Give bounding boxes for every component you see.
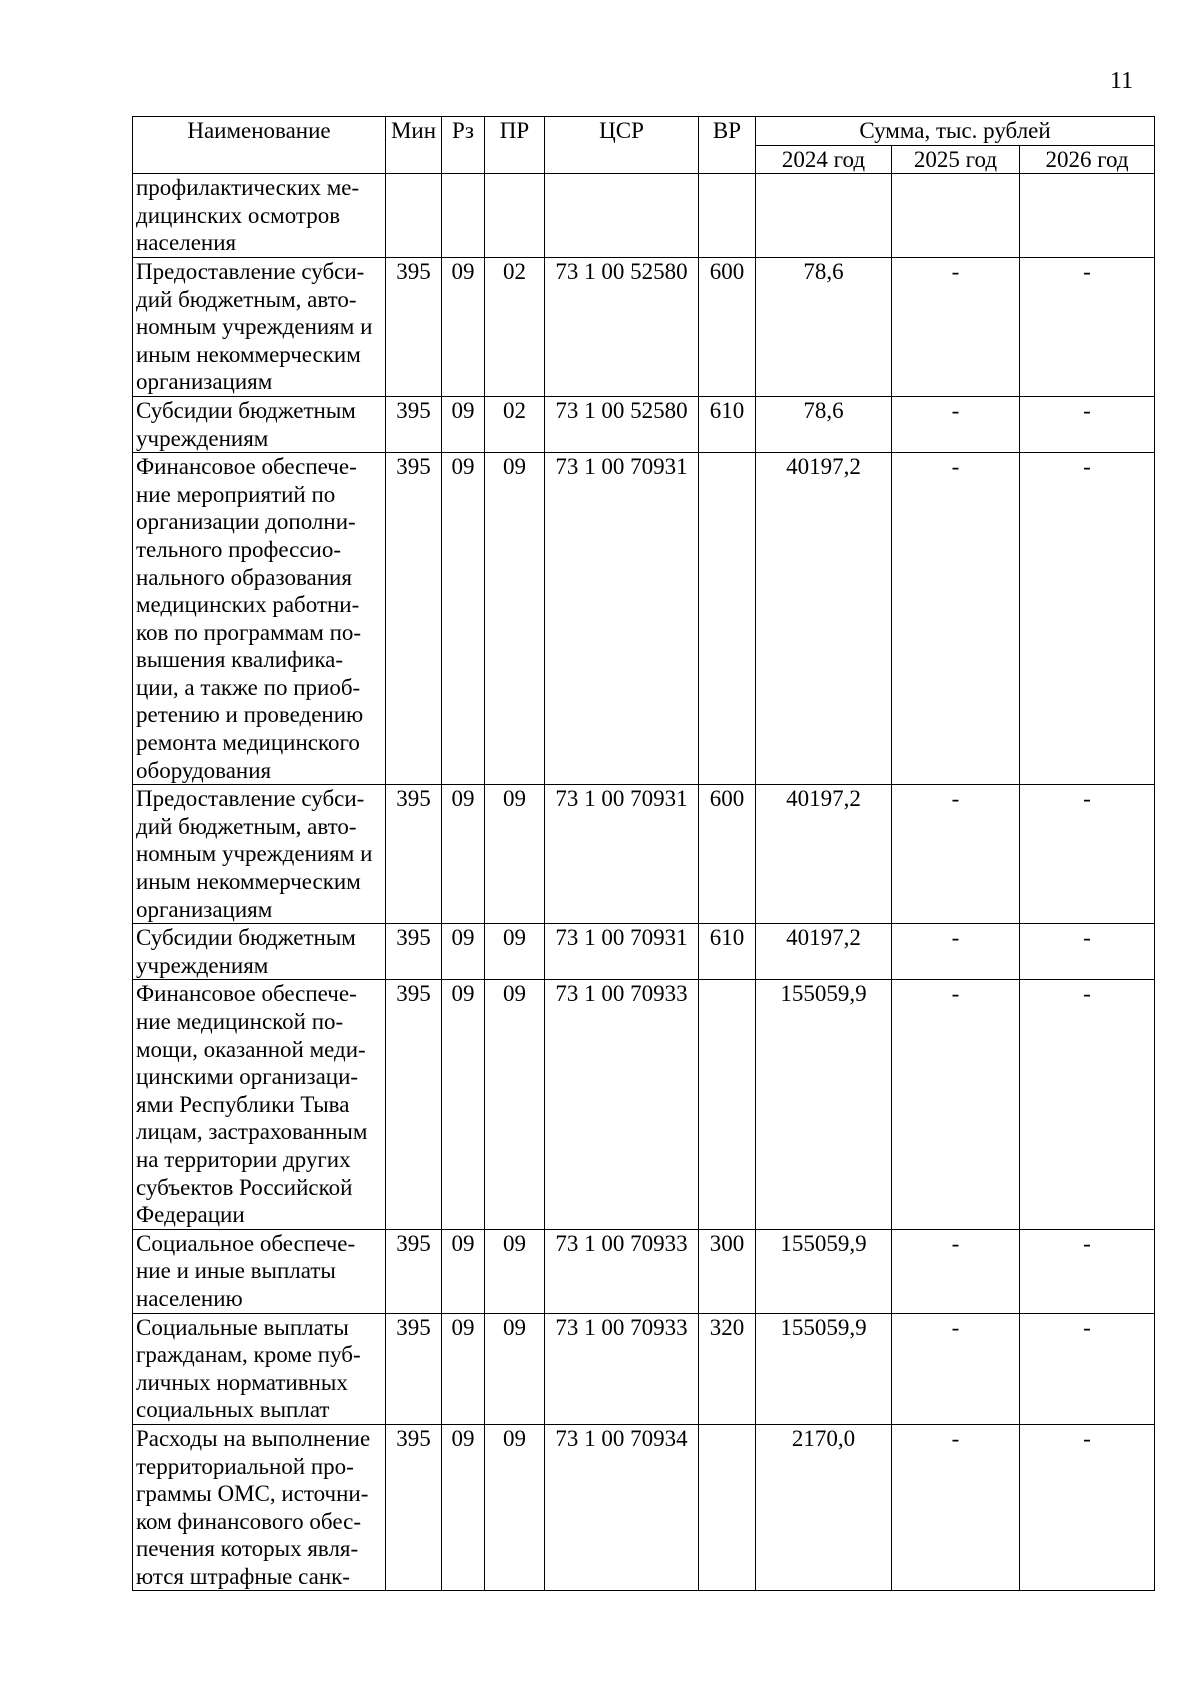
- row-amount-2024: 155059,9: [756, 1313, 892, 1424]
- row-pr: 09: [485, 785, 545, 924]
- row-csr: 73 1 00 52580: [545, 396, 699, 452]
- row-csr: 73 1 00 70933: [545, 1313, 699, 1424]
- row-min: 395: [386, 257, 442, 396]
- row-amount-2025: [892, 174, 1020, 258]
- row-amount-2026: -: [1020, 785, 1155, 924]
- row-vr: [699, 980, 756, 1229]
- row-csr: 73 1 00 52580: [545, 257, 699, 396]
- row-min: 395: [386, 396, 442, 452]
- row-name: профилактических ме- дицинских осмотров населения: [133, 174, 386, 258]
- table-body: [133, 174, 1155, 1591]
- row-amount-2024: 40197,2: [756, 924, 892, 980]
- row-min: 395: [386, 924, 442, 980]
- row-min: [386, 174, 442, 258]
- table-row: [133, 785, 1155, 924]
- row-csr: 73 1 00 70931: [545, 785, 699, 924]
- header-rz: Рз: [442, 117, 485, 174]
- row-vr: [699, 174, 756, 258]
- row-amount-2025: -: [892, 1229, 1020, 1313]
- row-rz: 09: [442, 924, 485, 980]
- header-year-2026: 2026 год: [1020, 145, 1155, 174]
- row-csr: 73 1 00 70931: [545, 924, 699, 980]
- row-amount-2025: -: [892, 924, 1020, 980]
- row-csr: 73 1 00 70933: [545, 980, 699, 1229]
- row-rz: 09: [442, 1424, 485, 1591]
- row-amount-2025: -: [892, 396, 1020, 452]
- row-pr: 09: [485, 453, 545, 785]
- row-amount-2026: [1020, 174, 1155, 258]
- row-rz: 09: [442, 1229, 485, 1313]
- table-row: [133, 453, 1155, 785]
- row-amount-2025: -: [892, 785, 1020, 924]
- row-pr: 09: [485, 924, 545, 980]
- row-pr: 02: [485, 257, 545, 396]
- row-amount-2026: -: [1020, 453, 1155, 785]
- row-amount-2026: -: [1020, 1424, 1155, 1591]
- row-min: 395: [386, 980, 442, 1229]
- row-rz: 09: [442, 396, 485, 452]
- row-amount-2025: -: [892, 453, 1020, 785]
- header-sum: Сумма, тыс. рублей: [756, 117, 1155, 146]
- budget-table: [132, 116, 1155, 1591]
- row-vr: 600: [699, 257, 756, 396]
- row-amount-2026: -: [1020, 257, 1155, 396]
- table-row: [133, 980, 1155, 1229]
- row-amount-2026: -: [1020, 924, 1155, 980]
- table-row: [133, 1313, 1155, 1424]
- row-amount-2024: 155059,9: [756, 1229, 892, 1313]
- row-amount-2025: -: [892, 1424, 1020, 1591]
- table-row: [133, 1424, 1155, 1591]
- row-name: Предоставление субси- дий бюджетным, авто- номным учреждениям и иным некоммерческим организациям: [133, 257, 386, 396]
- row-rz: [442, 174, 485, 258]
- table-row: [133, 396, 1155, 452]
- row-amount-2024: 78,6: [756, 257, 892, 396]
- table-row: [133, 257, 1155, 396]
- row-amount-2026: -: [1020, 1313, 1155, 1424]
- header-year-2025: 2025 год: [892, 145, 1020, 174]
- row-rz: 09: [442, 257, 485, 396]
- row-amount-2025: -: [892, 980, 1020, 1229]
- row-name: Предоставление субси- дий бюджетным, авто- номным учреждениям и иным некоммерческим организациям: [133, 785, 386, 924]
- row-vr: 610: [699, 924, 756, 980]
- row-csr: 73 1 00 70933: [545, 1229, 699, 1313]
- row-min: 395: [386, 453, 442, 785]
- row-amount-2025: -: [892, 1313, 1020, 1424]
- header-year-2024: 2024 год: [756, 145, 892, 174]
- row-name: Социальные выплаты гражданам, кроме пуб- личных нормативных социальных выплат: [133, 1313, 386, 1424]
- row-pr: 02: [485, 396, 545, 452]
- row-amount-2026: -: [1020, 1229, 1155, 1313]
- header-csr: ЦСР: [545, 117, 699, 174]
- row-csr: 73 1 00 70931: [545, 453, 699, 785]
- header-name: Наименование: [133, 117, 386, 174]
- table-row: [133, 1229, 1155, 1313]
- row-rz: 09: [442, 453, 485, 785]
- row-vr: 610: [699, 396, 756, 452]
- row-name: Социальное обеспече- ние и иные выплаты населению: [133, 1229, 386, 1313]
- table-row: [133, 924, 1155, 980]
- header-pr: ПР: [485, 117, 545, 174]
- row-csr: 73 1 00 70934: [545, 1424, 699, 1591]
- row-pr: 09: [485, 980, 545, 1229]
- row-rz: 09: [442, 980, 485, 1229]
- row-min: 395: [386, 1424, 442, 1591]
- header-row: [133, 117, 1155, 146]
- row-vr: 320: [699, 1313, 756, 1424]
- row-pr: [485, 174, 545, 258]
- row-rz: 09: [442, 1313, 485, 1424]
- row-vr: 300: [699, 1229, 756, 1313]
- row-name: Расходы на выполнение территориальной про- граммы ОМС, источни- ком финансового обес- печения которых явля- ются штрафные санк-: [133, 1424, 386, 1591]
- row-vr: 600: [699, 785, 756, 924]
- table-row: [133, 174, 1155, 258]
- row-csr: [545, 174, 699, 258]
- header-vr: ВР: [699, 117, 756, 174]
- row-name: Финансовое обеспече- ние мероприятий по организации дополни- тельного профессио- нального образования медицинских работни- ков по программам по- вышения квалифика- ции, а также по приоб- ретению и проведению ремонта медицинского оборудования: [133, 453, 386, 785]
- row-amount-2024: 40197,2: [756, 453, 892, 785]
- row-pr: 09: [485, 1313, 545, 1424]
- row-amount-2024: 155059,9: [756, 980, 892, 1229]
- row-min: 395: [386, 1229, 442, 1313]
- row-name: Финансовое обеспече- ние медицинской по- мощи, оказанной меди- цинскими организаци- ями Республики Тыва лицам, застрахованным на территории других субъектов Российской Федерации: [133, 980, 386, 1229]
- row-rz: 09: [442, 785, 485, 924]
- row-name: Субсидии бюджетным учреждениям: [133, 396, 386, 452]
- row-name: Субсидии бюджетным учреждениям: [133, 924, 386, 980]
- row-amount-2026: -: [1020, 396, 1155, 452]
- row-min: 395: [386, 1313, 442, 1424]
- row-amount-2025: -: [892, 257, 1020, 396]
- row-min: 395: [386, 785, 442, 924]
- header-min: Мин: [386, 117, 442, 174]
- row-amount-2024: 78,6: [756, 396, 892, 452]
- page-number: 11: [1110, 68, 1134, 94]
- row-amount-2024: 2170,0: [756, 1424, 892, 1591]
- row-amount-2026: -: [1020, 980, 1155, 1229]
- row-pr: 09: [485, 1229, 545, 1313]
- row-pr: 09: [485, 1424, 545, 1591]
- row-vr: [699, 1424, 756, 1591]
- row-vr: [699, 453, 756, 785]
- row-amount-2024: 40197,2: [756, 785, 892, 924]
- row-amount-2024: [756, 174, 892, 258]
